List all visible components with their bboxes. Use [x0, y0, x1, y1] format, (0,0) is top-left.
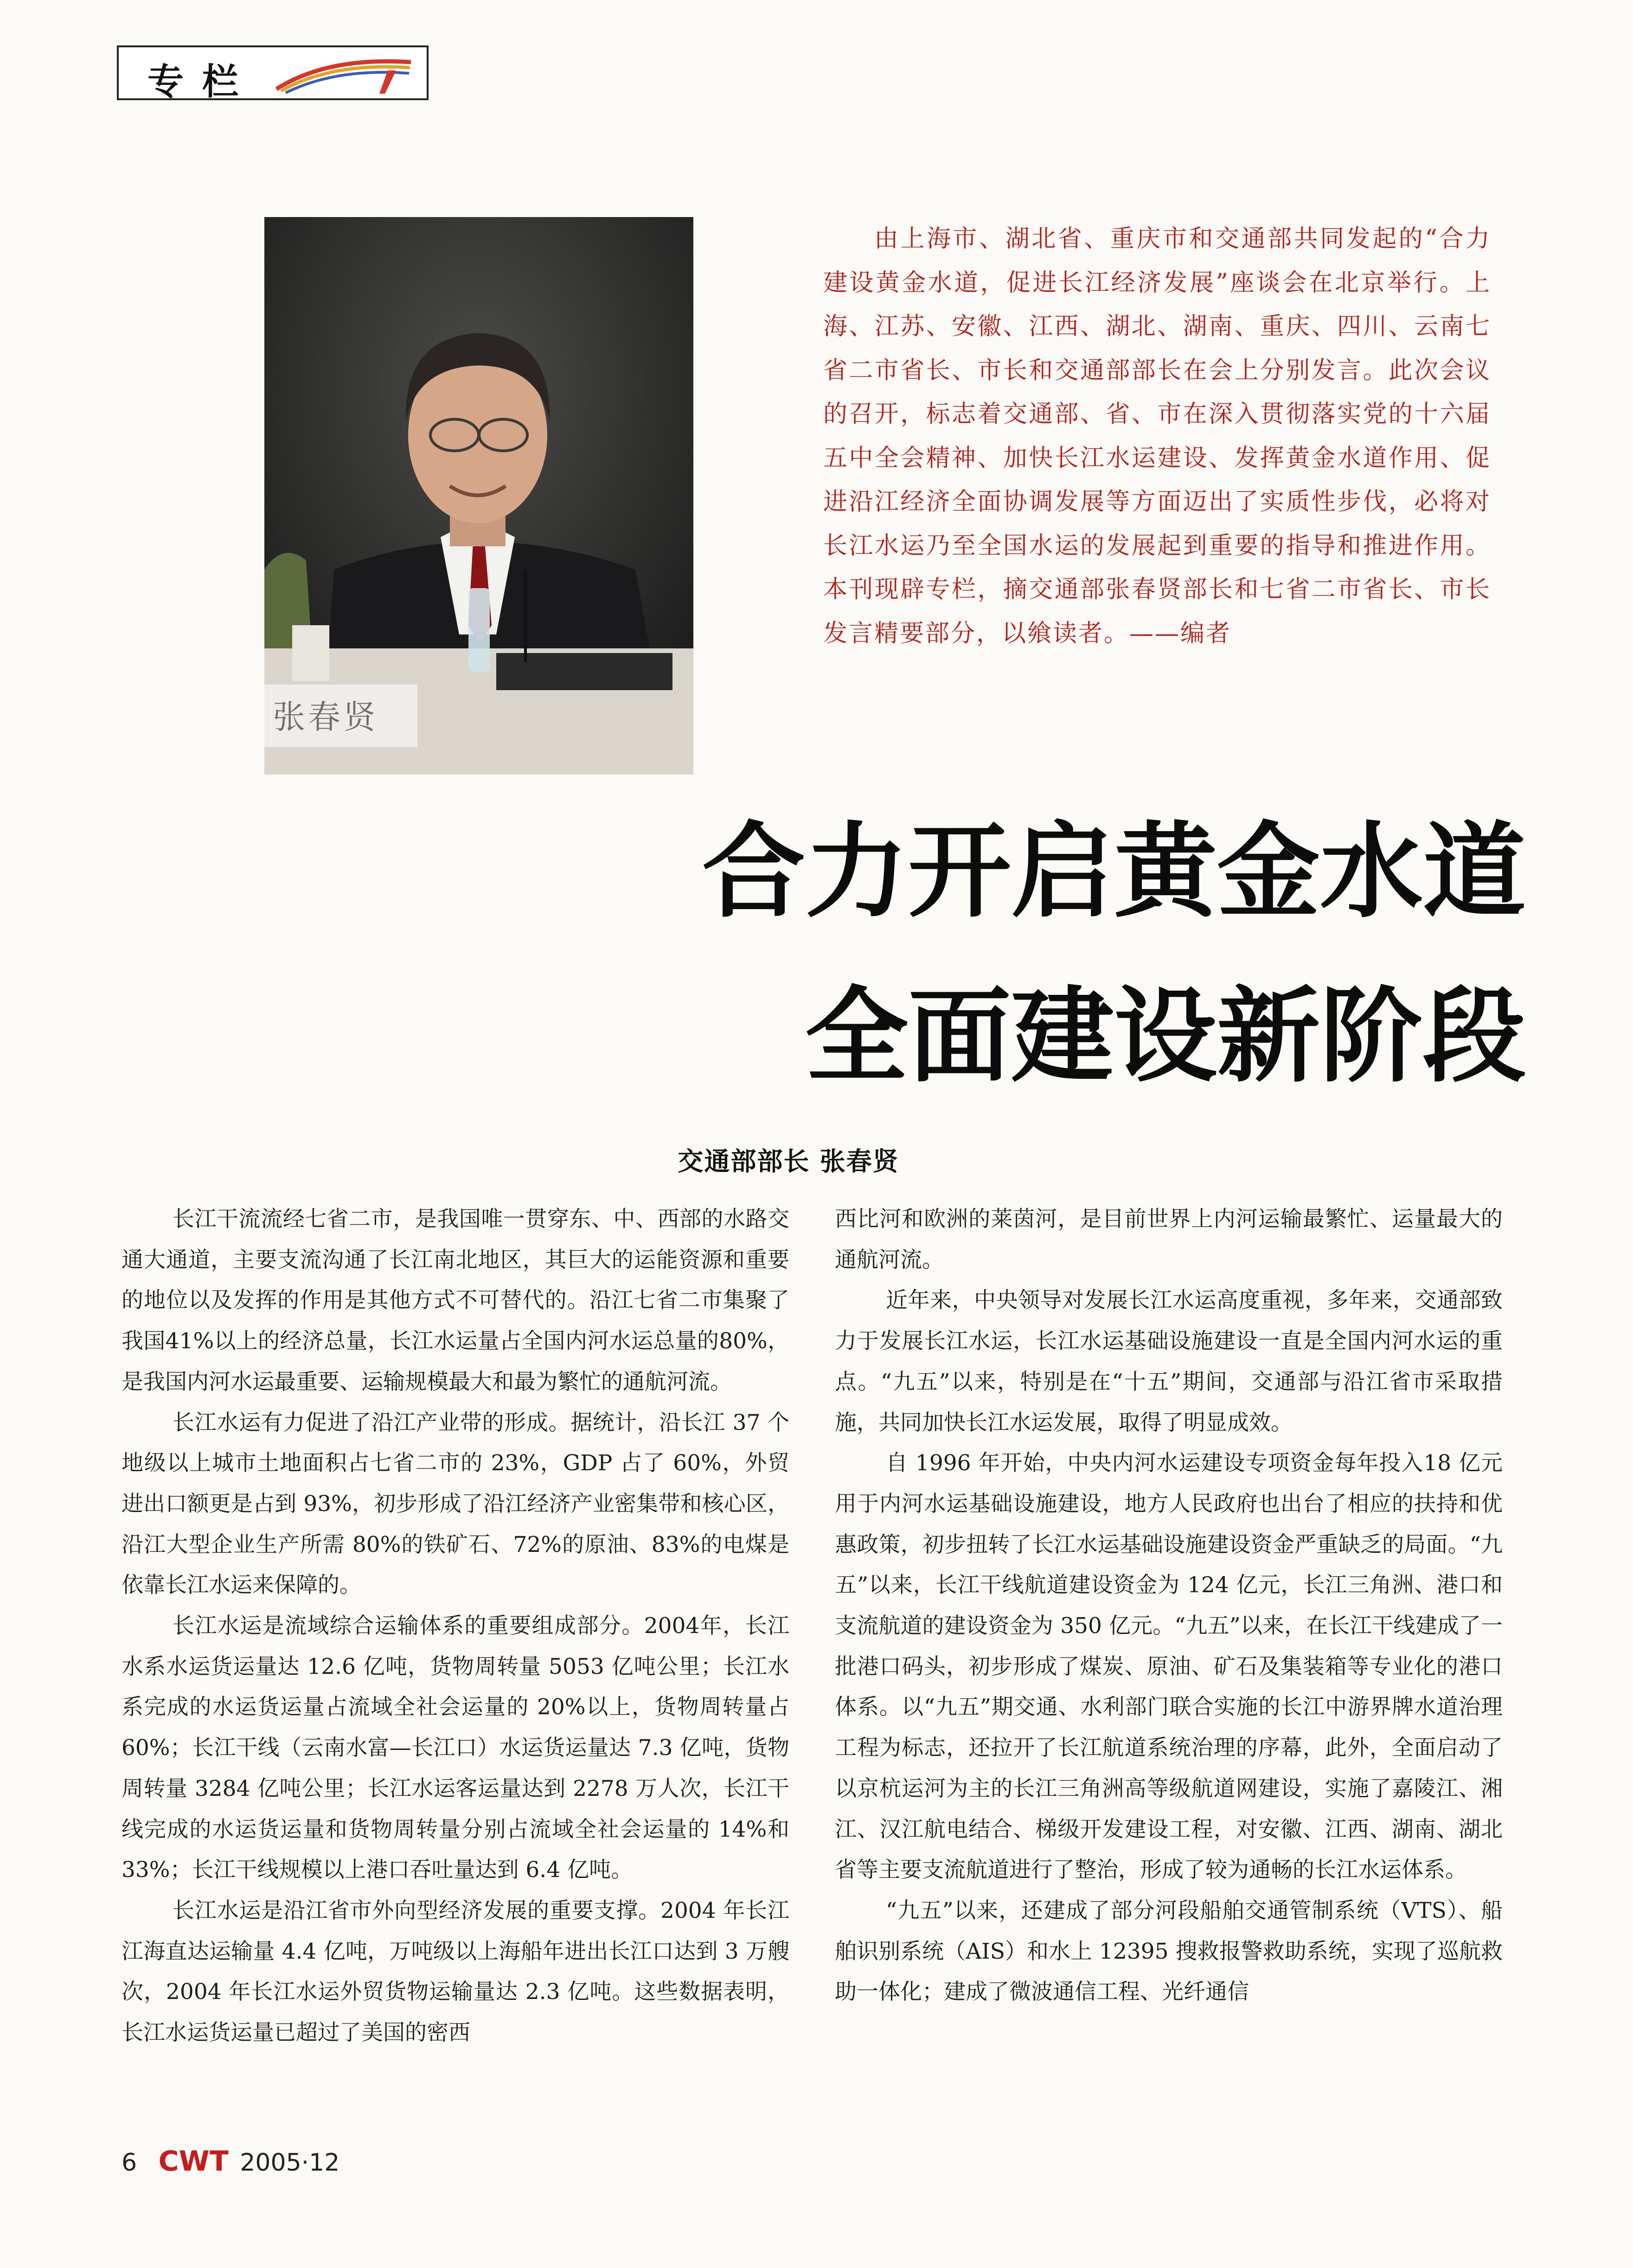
paragraph: 长江水运是流域综合运输体系的重要组成部分。2004年，长江水系水运货运量达 12.6 亿吨，货物周转量 5053 亿吨公里；长江水系完成的水运货运量占流域全社会运量的 20%以上，货物周转量占 60%；长江干线（云南水富—长江口）水运货运量达 7.3 亿吨，货物周转量 3284 亿吨公里；长江水运客运量达到 2278 万人次，长江干线完成的水运货运量和货物周转量分别占流域全社会运量的 14%和 33%；长江干线规模以上港口吞吐量达到 6.4 亿吨。: [122, 1613, 789, 1883]
headline-line-1: 合力开启黄金水道: [702, 812, 1526, 932]
paragraph: 长江水运有力促进了沿江产业带的形成。据统计，沿长江 37 个地级以上城市土地面积占七省二市的 23%，GDP 占了 60%，外贸进出口额更是占到 93%，初步形成了沿江经济产业密集带和核心区，沿江大型企业生产所需 80%的铁矿石、72%的原油、83%的电煤是依靠长江水运来保障的。: [122, 1409, 789, 1598]
photo-caption: 张春贤: [273, 698, 378, 736]
body-column-left: [122, 1199, 789, 2053]
paragraph: “九五”以来，还建成了部分河段船舶交通管制系统（VTS）、船舶识别系统（AIS）和水上 12395 搜救报警救助系统，实现了巡航救助一体化；建成了微波通信工程、光纤通信: [835, 1897, 1503, 2005]
swoosh-logo-icon: [272, 52, 420, 96]
magazine-logo: CWT: [158, 2145, 229, 2178]
body-column-right: [835, 1199, 1503, 2012]
byline: 交通部部长 张春贤: [678, 1147, 899, 1176]
portrait-photo: [264, 217, 693, 775]
column-tag: [117, 45, 429, 103]
headline-line-2: 全面建设新阶段: [805, 977, 1526, 1096]
paragraph: 自 1996 年开始，中央内河水运建设专项资金每年投入18 亿元用于内河水运基础设施建设，地方人民政府也出台了相应的扶持和优惠政策，初步扭转了长江水运基础设施建设资金严重缺乏的局面。“九五”以来，长江干线航道建设资金为 124 亿元，长江三角洲、港口和支流航道的建设资金为 350 亿元。“九五”以来，在长江干线建成了一批港口码头，初步形成了煤炭、原油、矿石及集装箱等专业化的港口体系。以“九五”期交通、水利部门联合实施的长江中游界牌水道治理工程为标志，还拉开了长江航道系统治理的序幕，此外，全面启动了以京杭运河为主的长江三角洲高等级航道网建设，实施了嘉陵江、湘江、汉江航电结合、梯级开发建设工程，对安徽、江西、湖南、湖北省等主要支流航道进行了整治，形成了较为通畅的长江水运体系。: [835, 1450, 1503, 1883]
paragraph: 长江水运是沿江省市外向型经济发展的重要支撑。2004 年长江江海直达运输量 4.4 亿吨，万吨级以上海船年进出长江口达到 3 万艘次，2004 年长江水运外贸货物运输量达 2.3 亿吨。这些数据表明，长江水运货运量已超过了美国的密西: [122, 1897, 789, 2046]
editor-intro: 由上海市、湖北省、重庆市和交通部共同发起的“合力建设黄金水道，促进长江经济发展”座谈会在北京举行。上海、江苏、安徽、江西、湖北、湖南、重庆、四川、云南七省二市省长、市长和交通部部长在会上分别发言。此次会议的召开，标志着交通部、省、市在深入贯彻落实党的十六届五中全会精神、加快长江水运建设、发挥黄金水道作用、促进沿江经济全面协调发展等方面迈出了实质性步伐，必将对长江水运乃至全国水运的发展起到重要的指导和推进作用。本刊现辟专栏，摘交通部张春贤部长和七省二市省长、市长发言精要部分，以飨读者。——编者: [823, 225, 1491, 647]
paragraph: 长江干流流经七省二市，是我国唯一贯穿东、中、西部的水路交通大通道，主要支流沟通了长江南北地区，其巨大的运能资源和重要的地位以及发挥的作用是其他方式不可替代的。沿江七省二市集聚了我国41%以上的经济总量，长江水运量占全国内河水运总量的80%，是我国内河水运最重要、运输规模最大和最为繁忙的通航河流。: [122, 1206, 789, 1395]
paragraph: 近年来，中央领导对发展长江水运高度重视，多年来，交通部致力于发展长江水运，长江水运基础设施建设一直是全国内河水运的重点。“九五”以来，特别是在“十五”期间，交通部与沿江省市采取措施，共同加快长江水运发展，取得了明显成效。: [835, 1288, 1503, 1435]
issue-number: 2005·12: [240, 2149, 340, 2177]
column-tag-label: 专栏: [147, 61, 257, 103]
paragraph-continuation: 西比河和欧洲的莱茵河，是目前世界上内河运输最繁忙、运量最大的通航河流。: [835, 1206, 1503, 1273]
page-number: 6: [122, 2149, 137, 2177]
page-footer: [122, 2145, 339, 2178]
